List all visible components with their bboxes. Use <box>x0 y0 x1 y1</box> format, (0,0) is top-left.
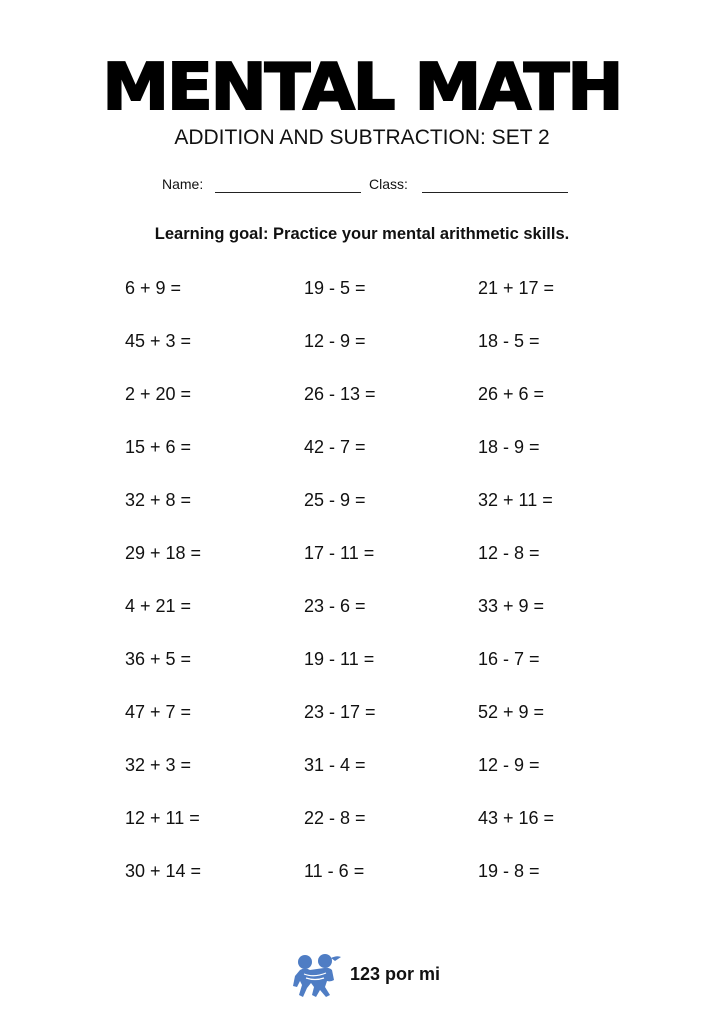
math-problem: 16 - 7 = <box>478 649 540 669</box>
brand-name: 123 por mi <box>350 964 441 984</box>
math-problem: 30 + 14 = <box>125 861 202 881</box>
math-problem: 18 - 9 = <box>478 437 540 457</box>
math-problem: 36 + 5 = <box>125 649 192 669</box>
math-problem: 26 + 6 = <box>478 384 545 404</box>
math-problem: 15 + 6 = <box>125 437 192 457</box>
name-label: Name: <box>162 176 204 192</box>
math-problem: 52 + 9 = <box>478 702 545 722</box>
math-problem: 12 + 11 = <box>125 808 200 828</box>
math-problem: 45 + 3 = <box>125 331 192 351</box>
math-problem: 25 - 9 = <box>304 490 366 510</box>
worksheet-title: MENTAL MATH <box>102 51 622 125</box>
math-problem: 32 + 3 = <box>125 755 192 775</box>
math-problem: 12 - 9 = <box>478 755 540 775</box>
math-problem: 18 - 5 = <box>478 331 540 351</box>
two-children-playing-icon <box>292 952 344 1000</box>
math-problem: 23 - 6 = <box>304 596 366 616</box>
math-problem: 19 - 11 = <box>304 649 375 669</box>
math-problem: 12 - 9 = <box>304 331 366 351</box>
math-problem: 11 - 6 = <box>304 861 365 881</box>
name-field-line[interactable] <box>215 192 361 193</box>
math-problem: 6 + 9 = <box>125 278 182 298</box>
math-problem: 26 - 13 = <box>304 384 376 404</box>
math-problem: 19 - 8 = <box>478 861 540 881</box>
learning-goal: Learning goal: Practice your mental arithmetic skills. <box>154 225 570 243</box>
math-problem: 42 - 7 = <box>304 437 366 457</box>
math-problem: 21 + 17 = <box>478 278 555 298</box>
worksheet-subtitle: ADDITION AND SUBTRACTION: SET 2 <box>174 126 550 149</box>
math-problem: 32 + 11 = <box>478 490 553 510</box>
math-problem: 12 - 8 = <box>478 543 540 563</box>
math-problem: 29 + 18 = <box>125 543 202 563</box>
math-problem: 32 + 8 = <box>125 490 192 510</box>
math-problem: 33 + 9 = <box>478 596 545 616</box>
math-problem: 23 - 17 = <box>304 702 376 722</box>
math-problem: 19 - 5 = <box>304 278 366 298</box>
class-field-line[interactable] <box>422 192 568 193</box>
math-problem: 43 + 16 = <box>478 808 555 828</box>
math-problem: 2 + 20 = <box>125 384 192 404</box>
name-class-row <box>0 174 724 196</box>
math-problem: 22 - 8 = <box>304 808 366 828</box>
math-problem: 4 + 21 = <box>125 596 192 616</box>
class-label: Class: <box>369 176 408 192</box>
math-problem: 17 - 11 = <box>304 543 375 563</box>
math-problem: 47 + 7 = <box>125 702 192 722</box>
math-problem: 31 - 4 = <box>304 755 366 775</box>
